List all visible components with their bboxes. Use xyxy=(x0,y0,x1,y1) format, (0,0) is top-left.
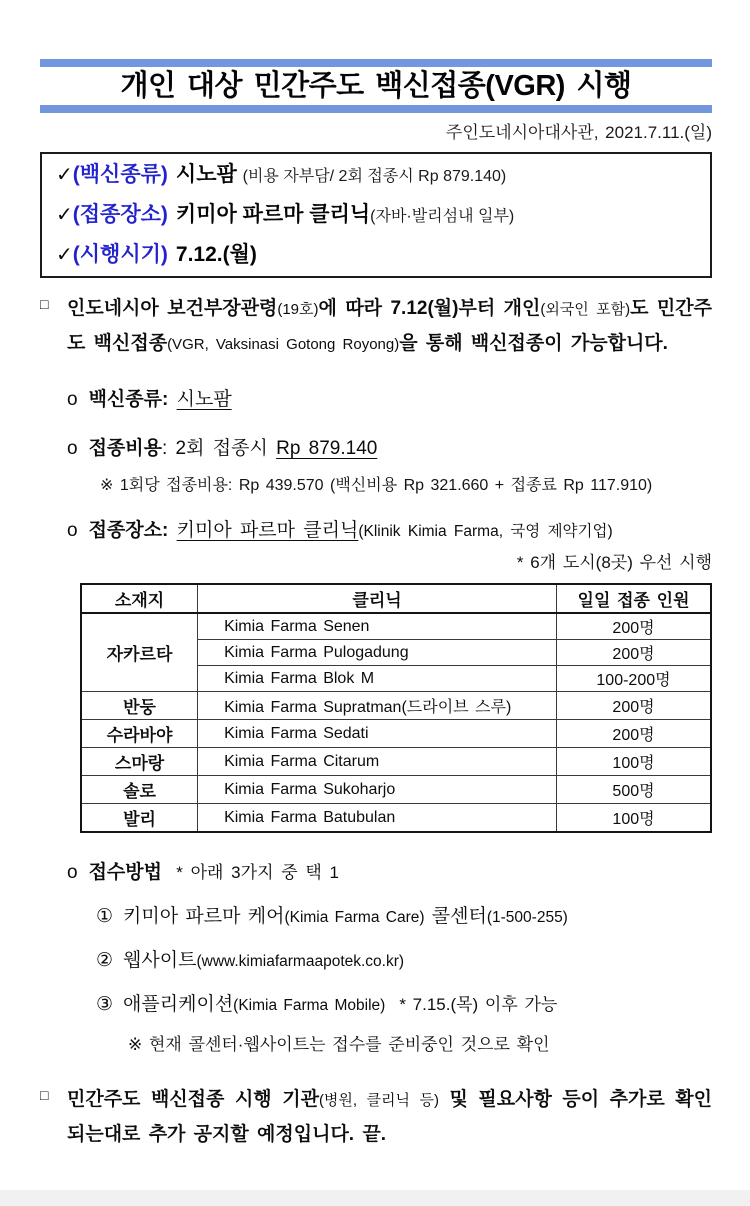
section-label: 접수방법 xyxy=(88,862,162,883)
summary-label: (백신종류) xyxy=(72,163,168,186)
accent-bar-top xyxy=(40,59,712,67)
capacity-cell: 200명 xyxy=(557,692,711,720)
circled-number-icon: ② xyxy=(96,950,114,971)
registration-item-app xyxy=(96,989,712,1016)
summary-label: (접종장소) xyxy=(72,203,168,226)
clinic-table xyxy=(80,583,712,833)
page-title: 개인 대상 민간주도 백신접종(VGR) 시행 xyxy=(120,70,632,102)
location-paren: (Klinik Kimia Farma, 국영 제약기업) xyxy=(358,523,613,540)
section-location xyxy=(67,515,712,542)
accent-bar-bottom xyxy=(40,105,712,113)
table-row xyxy=(81,692,711,720)
summary-value: 7.12.(월) xyxy=(175,243,257,266)
section-vaccine-type xyxy=(67,384,712,411)
intro-paren-3: (VGR, Vaksinasi Gotong Royong) xyxy=(167,336,400,353)
closing-bold-1: 민간주도 백신접종 시행 기관 xyxy=(67,1089,319,1110)
check-icon: ✓ xyxy=(56,244,73,266)
section-registration xyxy=(67,857,712,884)
reg-item-paren: (Kimia Farma Mobile) xyxy=(233,997,386,1014)
capacity-cell: 100명 xyxy=(557,748,711,776)
reg-item-text: 콜센터 xyxy=(424,906,487,927)
capacity-cell: 500명 xyxy=(557,776,711,804)
clinic-cell: Kimia Farma Supratman(드라이브 스루) xyxy=(198,692,557,720)
location-value: 키미아 파르마 클리닉 xyxy=(176,520,359,541)
reg-item-text: 애플리케이션 xyxy=(123,994,234,1015)
vaccine-type-value: 시노팜 xyxy=(176,389,232,410)
cost-value: Rp 879.140 xyxy=(276,438,378,459)
reg-item-paren: (1-500-255) xyxy=(486,909,568,926)
registration-item-callcenter xyxy=(96,901,712,928)
reg-item-text: 키미아 파르마 케어 xyxy=(123,906,285,927)
registration-item-website xyxy=(96,945,712,972)
clinic-cell: Kimia Farma Blok M xyxy=(198,666,557,692)
capacity-cell: 200명 xyxy=(557,720,711,748)
header-clinic: 클리닉 xyxy=(198,584,557,613)
intro-paragraph xyxy=(40,292,712,362)
summary-box xyxy=(40,152,712,278)
intro-bold-3: 도 민간주도 백신접종 xyxy=(67,298,712,354)
registration-remark: ※ 현재 콜센터·웹사이트는 접수를 준비중인 것으로 확인 xyxy=(128,1035,550,1054)
section-label: 접종비용 xyxy=(88,438,162,459)
intro-bold-2: 에 따라 7.12(월)부터 개인 xyxy=(318,298,541,319)
header-region: 소재지 xyxy=(81,584,198,613)
summary-note: (자바·발리섬내 일부) xyxy=(370,208,515,225)
table-row xyxy=(81,804,711,833)
cost-text: : 2회 접종시 xyxy=(162,438,277,459)
capacity-cell: 100명 xyxy=(557,804,711,833)
clinic-cell: Kimia Farma Citarum xyxy=(198,748,557,776)
o-marker: o xyxy=(67,862,78,883)
check-icon: ✓ xyxy=(56,204,73,226)
capacity-cell: 100-200명 xyxy=(557,666,711,692)
notice-document xyxy=(0,59,750,1152)
header-capacity: 일일 접종 인원 xyxy=(557,584,711,613)
issuer-date-line: 주인도네시아대사관, 2021.7.11.(일) xyxy=(445,123,712,142)
intro-paren-1: (19호) xyxy=(277,301,319,318)
region-cell: 발리 xyxy=(81,804,198,833)
clinic-cell: Kimia Farma Senen xyxy=(198,613,557,640)
clinic-cell: Kimia Farma Sukoharjo xyxy=(198,776,557,804)
section-cost xyxy=(67,433,712,460)
square-bullet-icon: □ xyxy=(40,1087,49,1103)
clinic-cell: Kimia Farma Pulogadung xyxy=(198,640,557,666)
summary-value: 키미아 파르마 클리닉 xyxy=(175,203,371,226)
section-label: 백신종류: xyxy=(88,389,169,410)
o-marker: o xyxy=(67,389,78,410)
closing-paragraph xyxy=(40,1083,712,1152)
region-cell: 자카르타 xyxy=(81,613,198,692)
o-marker: o xyxy=(67,438,78,459)
square-bullet-icon: □ xyxy=(40,296,49,312)
summary-note: (비용 자부담/ 2회 접종시 Rp 879.140) xyxy=(242,168,507,185)
region-cell: 스마랑 xyxy=(81,748,198,776)
summary-value: 시노팜 xyxy=(175,163,237,186)
summary-line-date xyxy=(56,236,696,274)
capacity-cell: 200명 xyxy=(557,613,711,640)
reg-item-text: 웹사이트 xyxy=(123,950,197,971)
intro-bold-1: 인도네시아 보건부장관령 xyxy=(67,298,278,319)
table-row xyxy=(81,720,711,748)
title-block xyxy=(40,59,712,113)
footer-strip xyxy=(0,1190,750,1206)
intro-text xyxy=(67,292,712,362)
location-side-note: * 6개 도시(8곳) 우선 시행 xyxy=(516,553,712,572)
summary-line-place xyxy=(56,196,696,236)
summary-label: (시행시기) xyxy=(72,243,168,266)
table-row xyxy=(81,748,711,776)
reg-item-paren: (Kimia Farma Care) xyxy=(284,909,425,926)
closing-paren-1: (병원, 클리닉 등) xyxy=(318,1092,439,1109)
intro-bold-4: 을 통해 백신접종이 가능합니다. xyxy=(399,333,668,354)
check-icon: ✓ xyxy=(56,164,73,186)
reg-item-paren: (www.kimiafarmaapotek.co.kr) xyxy=(196,953,405,970)
table-header-row xyxy=(81,584,711,613)
table-row xyxy=(81,776,711,804)
region-cell: 수라바야 xyxy=(81,720,198,748)
section-label: 접종장소: xyxy=(88,520,169,541)
region-cell: 솔로 xyxy=(81,776,198,804)
region-cell: 반둥 xyxy=(81,692,198,720)
intro-paren-2: (외국인 포함) xyxy=(540,301,631,318)
cost-note: ※ 1회당 접종비용: Rp 439.570 (백신비용 Rp 321.660 + 접종료 Rp 117.910) xyxy=(100,477,653,494)
capacity-cell: 200명 xyxy=(557,640,711,666)
table-row xyxy=(81,613,711,640)
circled-number-icon: ③ xyxy=(96,994,114,1015)
summary-line-vaccine xyxy=(56,156,696,196)
registration-note: * 아래 3가지 중 택 1 xyxy=(176,863,339,882)
closing-bold-2: 및 필요사항 등이 추가로 확인 되는대로 추가 공지할 예정입니다. 끝. xyxy=(67,1089,712,1145)
reg-item-extra: * 7.15.(목) 이후 가능 xyxy=(399,995,558,1014)
closing-text xyxy=(67,1083,712,1152)
clinic-cell: Kimia Farma Sedati xyxy=(198,720,557,748)
circled-number-icon: ① xyxy=(96,906,114,927)
o-marker: o xyxy=(67,520,78,541)
clinic-cell: Kimia Farma Batubulan xyxy=(198,804,557,833)
